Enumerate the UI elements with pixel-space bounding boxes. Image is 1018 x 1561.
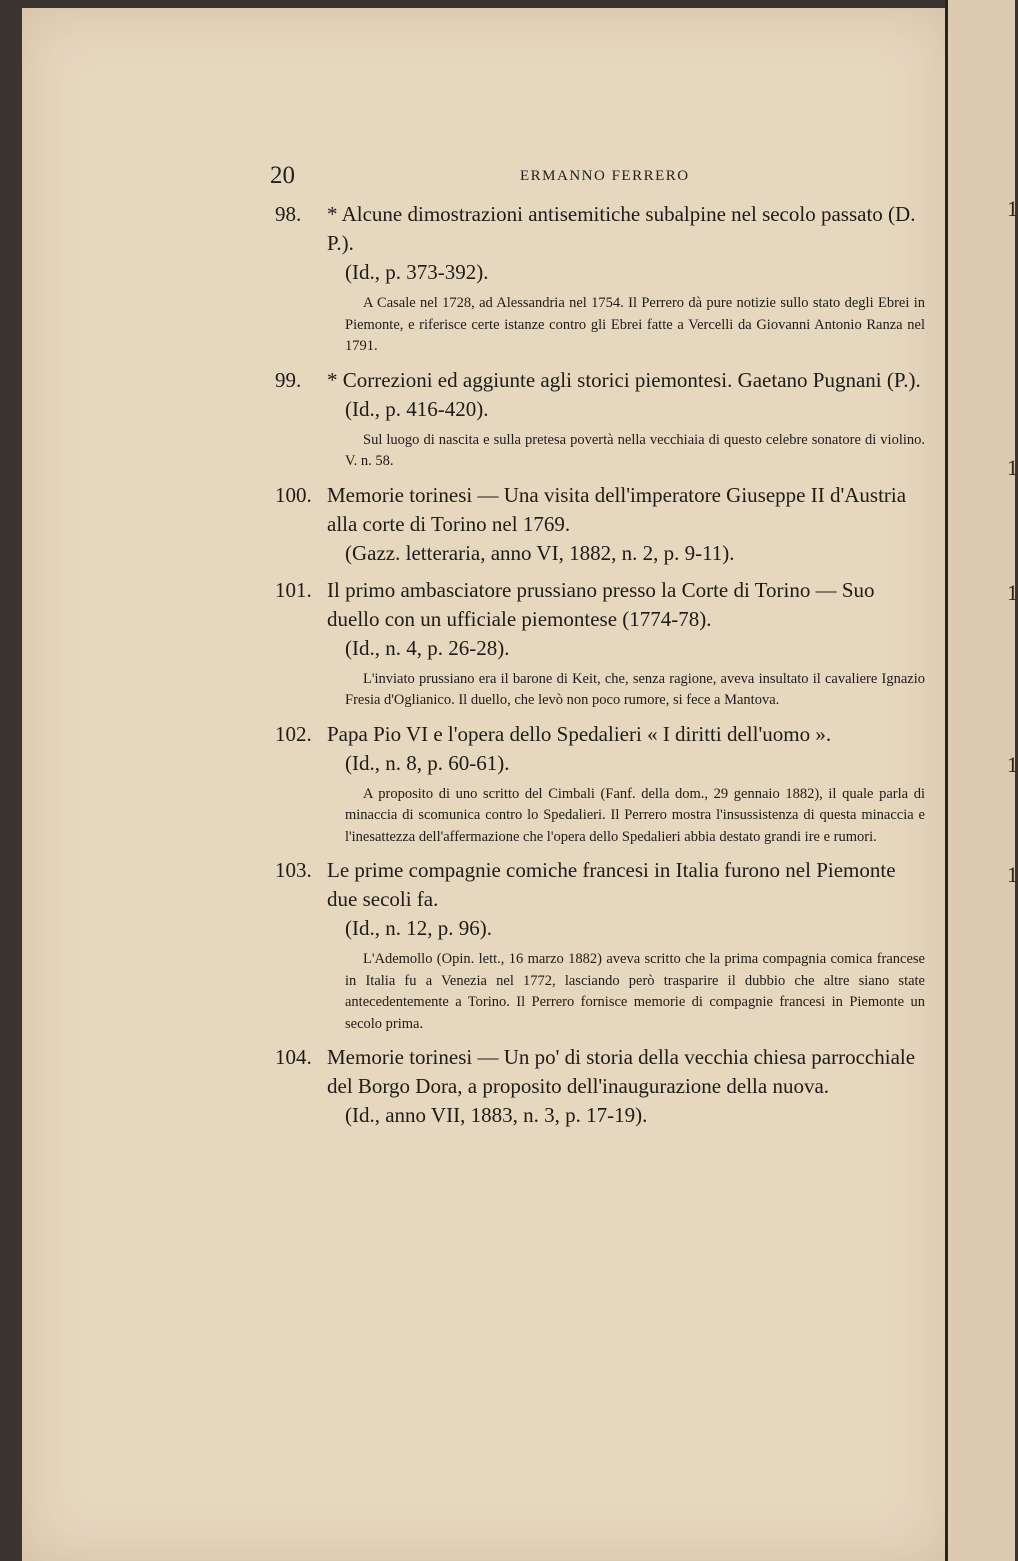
bibliography-list [275, 200, 925, 1130]
entry-number: 100. [275, 482, 312, 507]
entry-title: Le prime compagnie comiche francesi in Italia furono nel Piemonte due secoli fa. [327, 858, 896, 911]
entry-number: 104. [275, 1045, 312, 1069]
entry-number: 102. [275, 721, 312, 746]
edge-mark: 1 [1007, 752, 1018, 777]
entry-title: * Alcune dimostrazioni antisemitiche subalpine nel secolo passato (D. P.). [327, 202, 916, 255]
bibliography-entry-100 [275, 481, 925, 568]
edge-mark: 1 [1007, 196, 1018, 221]
entry-citation: (Id., p. 373-392). [345, 260, 489, 284]
entry-citation: (Id., n. 4, p. 26-28). [345, 635, 510, 660]
entry-note: L'inviato prussiano era il barone di Keit, che, senza ragione, aveva insultato il cavaliere Ignazio Fresia d'Oglianico. Il duello, che levò non poco rumore, si fece a Mantova. [345, 670, 925, 708]
entry-citation: (Id., n. 8, p. 60-61). [345, 750, 510, 775]
running-head: ERMANNO FERRERO [520, 168, 690, 184]
bibliography-entry-102 [275, 720, 925, 849]
entry-number: 103. [275, 858, 312, 882]
bibliography-entry-101 [275, 576, 925, 712]
entry-title: Papa Pio VI e l'opera dello Spedalieri « I diritti dell'uomo ». [327, 721, 832, 746]
entry-number: 101. [275, 577, 312, 602]
entry-note: A proposito di uno scritto del Cimbali (Fanf. della dom., 29 gennaio 1882), il quale parla di minaccia di scomunica contro lo Spedalieri. Il Perrero mostra l'insussistenza di questa minaccia e l'inesattezza dell'affermazione che l'opera dello Spedalieri abbia destato grandi ire e rumori. [345, 785, 925, 845]
edge-mark: 1 [1007, 455, 1018, 480]
entry-title: Il primo ambasciatore prussiano presso la Corte di Torino — Suo duello con un ufficiale piemontese (1774-78). [327, 577, 875, 631]
entry-citation: (Gazz. letteraria, anno VI, 1882, n. 2, p. 9-11). [345, 540, 735, 565]
edge-mark: 1 [1007, 580, 1018, 605]
entry-note: Sul luogo di nascita e sulla pretesa povertà nella vecchiaia di questo celebre sonatore di violino. V. n. 58. [345, 431, 925, 469]
entry-note: L'Ademollo (Opin. lett., 16 marzo 1882) aveva scritto che la prima compagnia comica francese in Italia fu a Venezia nel 1772, lasciando però trasparire il dubbio che altre siano state antecedentemente a Torino. Il Perrero fornisce memorie di compagnie francesi in Piemonte un secolo prima. [345, 951, 925, 1032]
page-header [270, 162, 930, 192]
entry-citation: (Id., p. 416-420). [345, 396, 489, 421]
edge-mark: 1 [1007, 862, 1018, 887]
entry-citation: (Id., anno VII, 1883, n. 3, p. 17-19). [345, 1103, 648, 1127]
page-number: 20 [270, 162, 295, 189]
book-gutter [945, 0, 948, 1561]
entry-number: 98. [275, 202, 302, 226]
entry-citation: (Id., n. 12, p. 96). [345, 916, 492, 940]
bibliography-entry-98 [275, 200, 925, 358]
entry-title: Memorie torinesi — Un po' di storia della vecchia chiesa parrocchiale del Borgo Dora, a proposito dell'inaugurazione della nuova. [327, 1045, 916, 1098]
bibliography-entry-103 [275, 856, 925, 1035]
entry-number: 99. [275, 367, 302, 392]
bibliography-entry-104 [275, 1043, 925, 1130]
next-page-edge [945, 0, 1018, 1561]
entry-title: * Correzioni ed aggiunte agli storici piemontesi. Gaetano Pugnani (P.). [327, 367, 921, 392]
entry-note: A Casale nel 1728, ad Alessandria nel 1754. Il Perrero dà pure notizie sullo stato degli Ebrei in Piemonte, e riferisce certe istanze contro gli Ebrei fatte a Vercelli da Giovanni Antonio Ranza nel 1791. [345, 295, 925, 354]
bibliography-entry-99 [275, 366, 925, 473]
entry-title: Memorie torinesi — Una visita dell'imperatore Giuseppe II d'Austria alla corte di Torino nel 1769. [327, 482, 907, 536]
